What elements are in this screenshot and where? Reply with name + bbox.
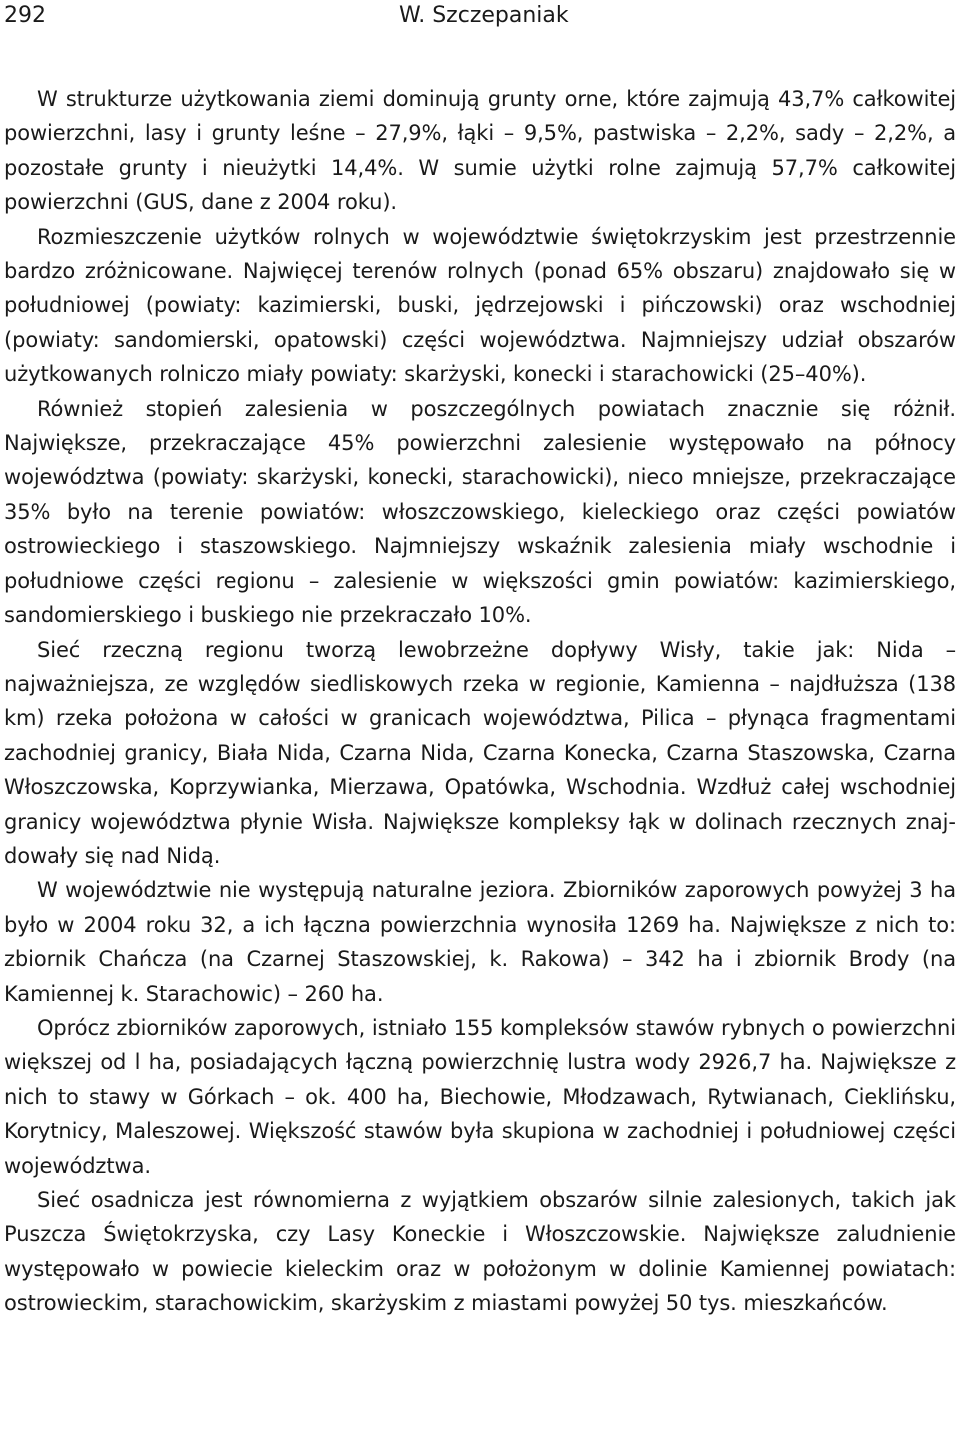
page-header (4, 0, 956, 34)
paragraph-land-use: W strukturze użytkowania ziemi dominują grunty orne, które zajmują 43,7% całkowitej powierzchni, lasy i grunty leśne – 27,9%, łąki – 9,5%, pastwiska – 2,2%, sady – 2,2%, a pozostałe grunty i nieużytki 14,4%. W sumie użytki rolne zajmują 57,7% całkowitej powierzchni (GUS, dane z 2004 roku). (4, 87, 956, 215)
paragraph-forestation: Również stopień zalesienia w poszczególnych powiatach znacznie się różnił. Największe, przekraczające 45% powierzchni zalesienie występowało na północy województwa (powiaty: skarżyski, konecki, starachowicki), nieco mniejsze, przekraczające 35% było na terenie powiatów: włoszczowskiego, kieleckiego oraz części powiatów ostrowieckiego i staszowskiego. Najmniejszy wskaźnik zalesienia miały wschodnie i południowe części regionu – zalesienie w większości gmin powiatów: kazimierskiego, sandomierskiego i buskiego nie przekraczało 10%. (4, 396, 956, 628)
paragraph-settlement: Sieć osadnicza jest równomierna z wyjątkiem obszarów silnie zalesionych, takich jak Puszcza Świętokrzyska, czy Lasy Koneckie i Włoszczowskie. Największe zaludnienie występowało w powiecie kieleckim oraz w położonym w dolinie Kamiennej powiatach: ostrowieckim, starachowickim, skarżyskim z miastami powyżej 50 tys. mieszkańców. (4, 1188, 956, 1316)
running-head-author: W. Szczepaniak (399, 3, 569, 28)
paragraph-reservoirs: W województwie nie występują naturalne jeziora. Zbiorników zaporowych powyżej 3 ha było w 2004 roku 32, a ich łączna powierzchnia wynosiła 1269 ha. Największe z nich to: zbiornik Chańcza (na Czarnej Staszowskiej, k. Rakowa) – 342 ha i zbiornik Brody (na Kamiennej k. Starachowic) – 260 ha. (4, 878, 956, 1006)
page-number: 292 (4, 3, 46, 28)
paragraph-fish-ponds: Oprócz zbiorników zaporowych, istniało 155 kompleksów stawów rybnych o powierzchni większej od l ha, posiadających łączną powierzchnię lustra wody 2926,7 ha. Największe z nich to stawy w Górkach – ok. 400 ha, Biechowie, Młodzawach, Rytwianach, Cieklińsku, Korytnicy, Maleszowej. Większość stawów była skupiona w zachodniej i południowej części województwa. (4, 1015, 956, 1178)
paragraph-agricultural-land: Rozmieszczenie użytków rolnych w województwie świętokrzyskim jest przestrzennie bardzo zróżnicowane. Najwięcej terenów rolnych (ponad 65% obszaru) znajdowało się w południowej (powiaty: kazimierski, buski, jędrzejowski i pińczowski) oraz wschodniej (powiaty: sandomierski, opatowski) części województwa. Najmniejszy udział obszarów użytkowanych rolniczo miały powiaty: skarżyski, konecki i starachowicki (25–40%). (4, 224, 956, 387)
body-text (4, 82, 956, 1321)
paragraph-river-network: Sieć rzeczną regionu tworzą lewobrzeżne dopływy Wisły, takie jak: Nida – najważniejsza, ze względów siedliskowych rzeka w regionie, Kamienna – najdłuższa (138 km) rzeka położona w całości w granicach województwa, Pilica – płynąca fragmentami zachodniej granicy, Biała Nida, Czarna Nida, Czarna Konecka, Czarna Staszowska, Czarna Włoszczowska, Koprzywianka, Mierzawa, Opatówka, Wschodnia. Wzdłuż całej wschodniej granicy województwa płynie Wisła. Największe kompleksy łąk w dolinach rzecznych znajdowały się nad Nidą. (4, 637, 956, 868)
